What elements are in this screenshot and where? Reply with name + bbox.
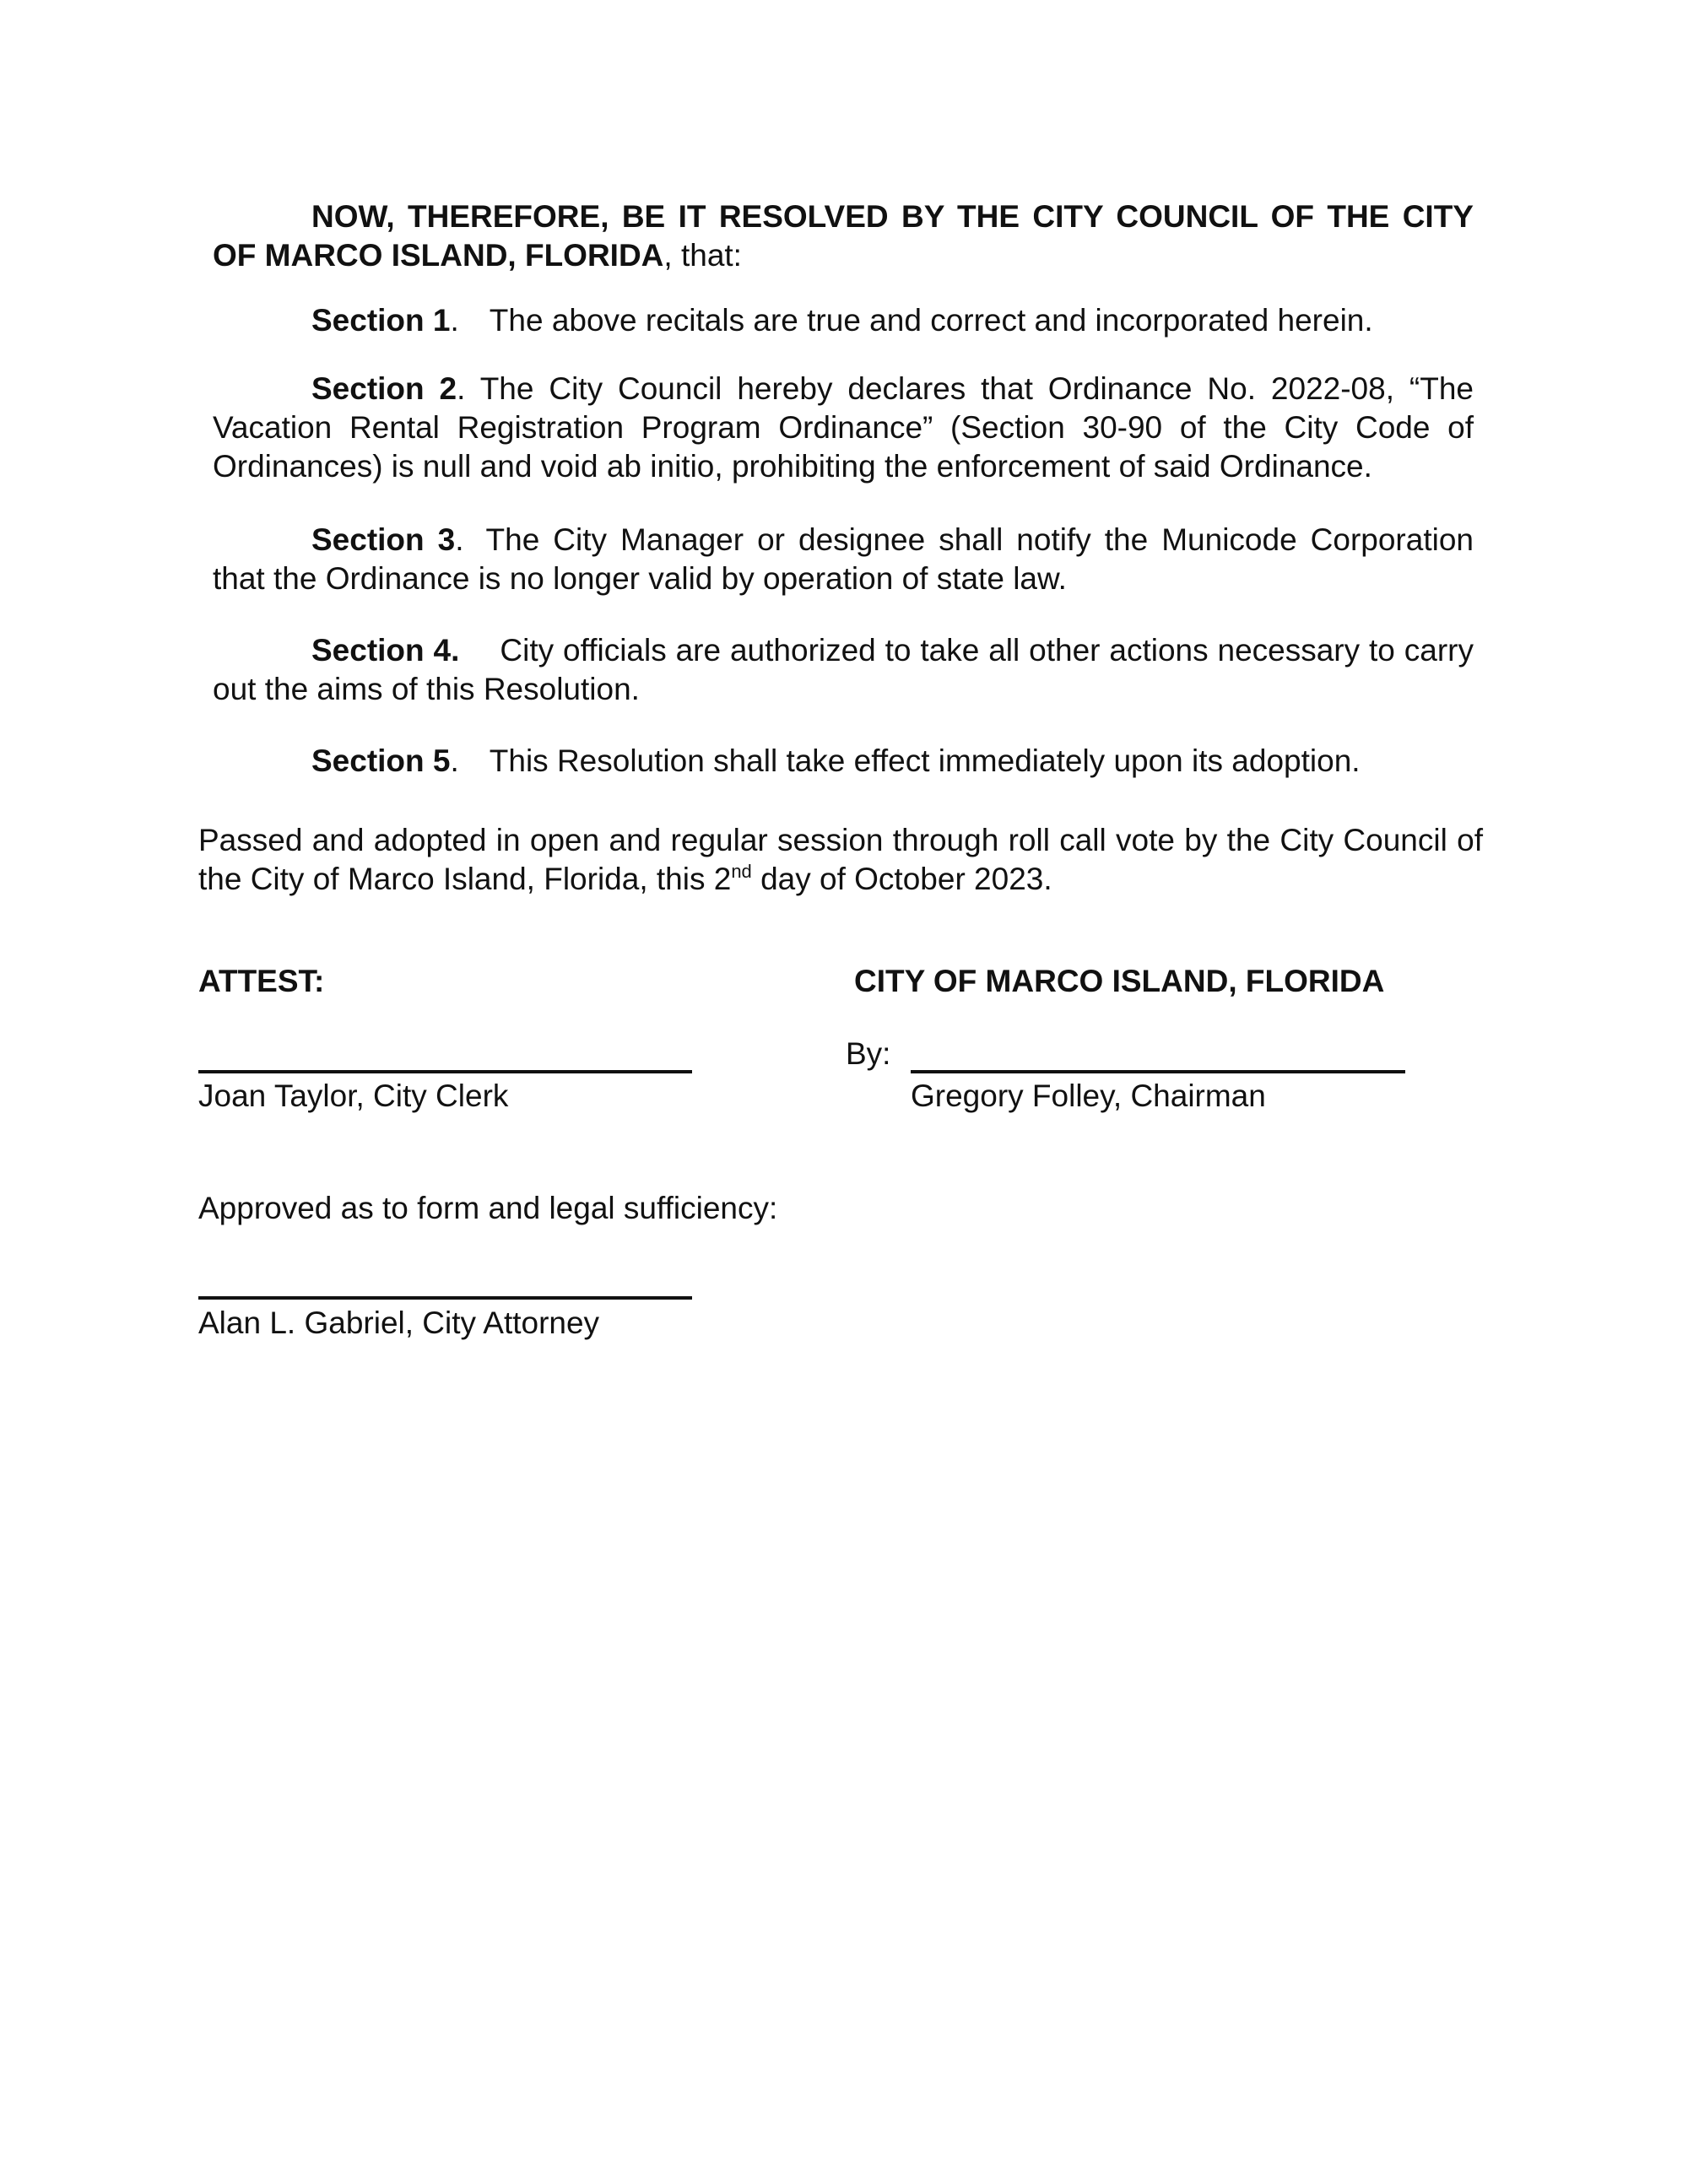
resolution-clause-rest: , that: <box>663 238 742 273</box>
section-5 <box>213 742 1474 781</box>
section-text: The City Council hereby declares that Ordinance No. 2022-08, “The Vacation Rental Registration Program Ordinance” (Section 30-90 of the City Code of Ordinances) is null and void ab initio, prohibiting the enforcement of said Ordinance. <box>213 371 1474 484</box>
attorney-signature-line <box>198 1296 692 1300</box>
resolution-clause <box>213 197 1474 275</box>
section-punct: . <box>450 743 459 778</box>
section-text: This Resolution shall take effect immediately upon its adoption. <box>489 743 1361 778</box>
section-label: Section 4. <box>311 633 460 668</box>
section-4 <box>213 631 1474 709</box>
section-text: The above recitals are true and correct and incorporated herein. <box>489 303 1373 338</box>
passed-adopted-paragraph <box>198 821 1483 899</box>
chairman-name: Gregory Folley, Chairman <box>911 1078 1266 1113</box>
section-punct: . <box>457 371 466 406</box>
section-3 <box>213 521 1474 598</box>
chairman-signature-line <box>911 1070 1405 1073</box>
passed-text: Passed and adopted in open and regular session through roll call vote by the City Council of the City of Marco Island, Florida, this 2 <box>198 823 1483 896</box>
section-1 <box>213 301 1474 340</box>
by-label: By: <box>846 1036 891 1071</box>
section-2 <box>213 370 1474 486</box>
approved-label: Approved as to form and legal sufficiency: <box>198 1191 778 1225</box>
resolution-clause-bold: NOW, THEREFORE, BE IT RESOLVED BY THE CITY COUNCIL OF THE CITY OF MARCO ISLAND, FLORIDA <box>213 199 1474 273</box>
passed-text-end: day of October 2023. <box>751 862 1052 896</box>
section-punct: . <box>450 303 459 338</box>
attorney-name: Alan L. Gabriel, City Attorney <box>198 1306 600 1340</box>
ordinal-suffix: nd <box>731 861 752 882</box>
clerk-signature-line <box>198 1070 692 1073</box>
section-text: The City Manager or designee shall notify the Municode Corporation that the Ordinance is no longer valid by operation of state law. <box>213 522 1474 596</box>
city-label: CITY OF MARCO ISLAND, FLORIDA <box>854 964 1385 998</box>
section-label: Section 5 <box>311 743 451 778</box>
section-text: City officials are authorized to take all other actions necessary to carry out the aims of this Resolution. <box>213 633 1474 706</box>
section-label: Section 1 <box>311 303 451 338</box>
attest-label: ATTEST: <box>198 964 325 998</box>
section-punct: . <box>455 522 464 557</box>
section-label: Section 2 <box>311 371 457 406</box>
section-label: Section 3 <box>311 522 456 557</box>
clerk-name: Joan Taylor, City Clerk <box>198 1078 509 1113</box>
